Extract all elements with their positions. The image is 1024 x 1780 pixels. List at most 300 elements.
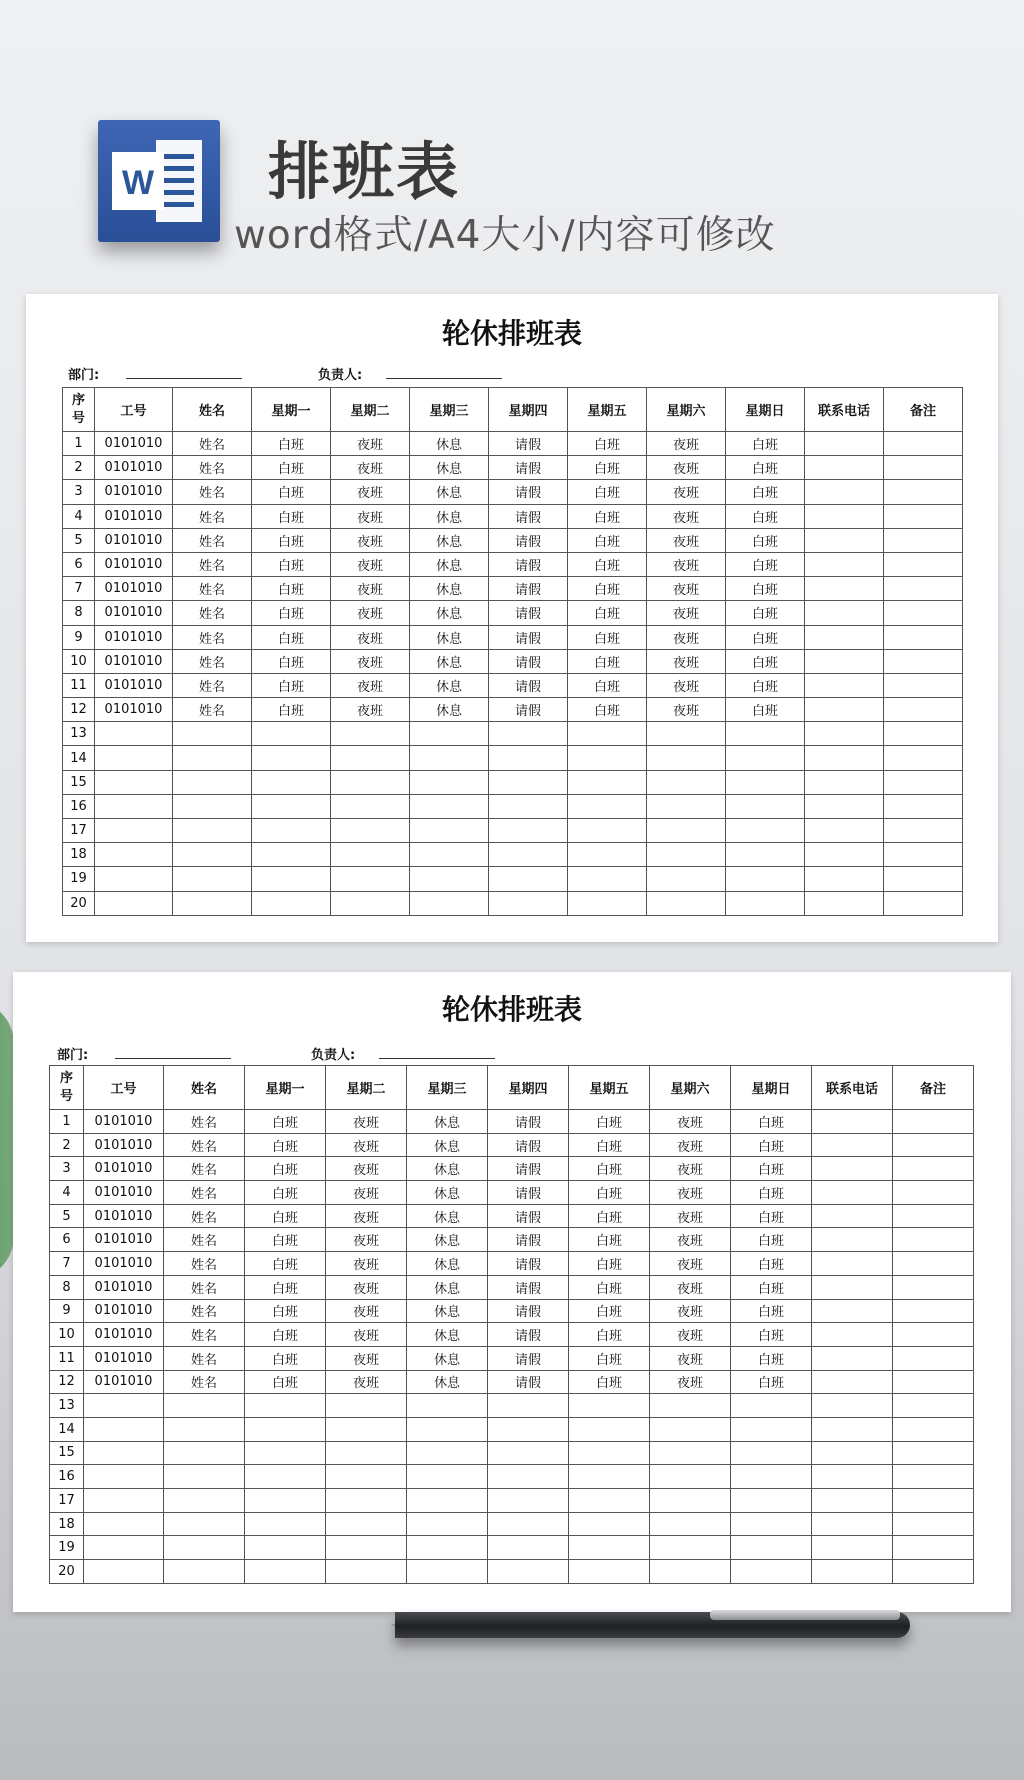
- cell-tue[interactable]: 夜班: [326, 1299, 407, 1323]
- cell-wed[interactable]: [407, 1465, 488, 1489]
- cell-phone[interactable]: [812, 1252, 893, 1276]
- cell-fri[interactable]: 白班: [569, 1346, 650, 1370]
- cell-name[interactable]: 姓名: [173, 552, 252, 576]
- cell-no[interactable]: 7: [50, 1252, 84, 1276]
- cell-tue[interactable]: 夜班: [331, 601, 410, 625]
- cell-wed[interactable]: 休息: [407, 1181, 488, 1205]
- cell-no[interactable]: 10: [63, 649, 95, 673]
- cell-thu[interactable]: 请假: [488, 1110, 569, 1134]
- cell-name[interactable]: [164, 1441, 245, 1465]
- cell-fri[interactable]: 白班: [568, 698, 647, 722]
- cell-wed[interactable]: [410, 746, 489, 770]
- cell-sat[interactable]: [650, 1394, 731, 1418]
- cell-id[interactable]: [84, 1536, 164, 1560]
- cell-tue[interactable]: 夜班: [326, 1181, 407, 1205]
- cell-wed[interactable]: 休息: [410, 504, 489, 528]
- cell-id[interactable]: 0101010: [95, 601, 173, 625]
- cell-sun[interactable]: 白班: [726, 432, 805, 456]
- cell-note[interactable]: [884, 891, 963, 915]
- cell-thu[interactable]: 请假: [489, 601, 568, 625]
- cell-wed[interactable]: [410, 867, 489, 891]
- cell-phone[interactable]: [805, 770, 884, 794]
- cell-phone[interactable]: [812, 1181, 893, 1205]
- cell-mon[interactable]: 白班: [252, 456, 331, 480]
- cell-no[interactable]: 19: [63, 867, 95, 891]
- cell-id[interactable]: 0101010: [84, 1157, 164, 1181]
- cell-no[interactable]: 6: [63, 552, 95, 576]
- cell-no[interactable]: 11: [50, 1346, 84, 1370]
- cell-mon[interactable]: [252, 770, 331, 794]
- cell-phone[interactable]: [805, 456, 884, 480]
- cell-sun[interactable]: 白班: [726, 552, 805, 576]
- cell-sun[interactable]: [731, 1536, 812, 1560]
- cell-sat[interactable]: [647, 794, 726, 818]
- cell-sun[interactable]: 白班: [731, 1228, 812, 1252]
- cell-phone[interactable]: [805, 891, 884, 915]
- cell-tue[interactable]: 夜班: [331, 649, 410, 673]
- cell-note[interactable]: [893, 1133, 974, 1157]
- cell-fri[interactable]: 白班: [568, 456, 647, 480]
- cell-no[interactable]: 13: [50, 1394, 84, 1418]
- cell-id[interactable]: [84, 1441, 164, 1465]
- cell-fri[interactable]: [568, 843, 647, 867]
- cell-mon[interactable]: 白班: [252, 673, 331, 697]
- cell-note[interactable]: [884, 843, 963, 867]
- cell-id[interactable]: 0101010: [95, 480, 173, 504]
- cell-thu[interactable]: 请假: [489, 577, 568, 601]
- cell-phone[interactable]: [805, 504, 884, 528]
- cell-note[interactable]: [884, 432, 963, 456]
- cell-phone[interactable]: [812, 1370, 893, 1394]
- cell-fri[interactable]: 白班: [569, 1275, 650, 1299]
- cell-mon[interactable]: 白班: [245, 1252, 326, 1276]
- cell-fri[interactable]: [569, 1560, 650, 1584]
- cell-sat[interactable]: [647, 819, 726, 843]
- cell-name[interactable]: 姓名: [164, 1346, 245, 1370]
- cell-no[interactable]: 15: [50, 1441, 84, 1465]
- cell-note[interactable]: [884, 819, 963, 843]
- cell-no[interactable]: 18: [50, 1512, 84, 1536]
- cell-phone[interactable]: [812, 1204, 893, 1228]
- cell-id[interactable]: [95, 867, 173, 891]
- cell-wed[interactable]: [410, 770, 489, 794]
- cell-note[interactable]: [884, 480, 963, 504]
- cell-sat[interactable]: 夜班: [647, 480, 726, 504]
- cell-tue[interactable]: 夜班: [331, 698, 410, 722]
- cell-tue[interactable]: 夜班: [331, 504, 410, 528]
- cell-sat[interactable]: 夜班: [650, 1204, 731, 1228]
- cell-sun[interactable]: 白班: [731, 1346, 812, 1370]
- cell-mon[interactable]: [252, 722, 331, 746]
- cell-mon[interactable]: 白班: [245, 1346, 326, 1370]
- cell-id[interactable]: [84, 1560, 164, 1584]
- cell-no[interactable]: 6: [50, 1228, 84, 1252]
- cell-id[interactable]: 0101010: [84, 1370, 164, 1394]
- cell-no[interactable]: 9: [50, 1299, 84, 1323]
- cell-fri[interactable]: 白班: [568, 504, 647, 528]
- cell-sun[interactable]: 白班: [726, 698, 805, 722]
- cell-no[interactable]: 14: [63, 746, 95, 770]
- cell-wed[interactable]: [407, 1489, 488, 1513]
- department-field[interactable]: [115, 1058, 231, 1059]
- cell-no[interactable]: 13: [63, 722, 95, 746]
- cell-name[interactable]: 姓名: [164, 1133, 245, 1157]
- cell-sun[interactable]: [731, 1394, 812, 1418]
- cell-no[interactable]: 16: [63, 794, 95, 818]
- cell-thu[interactable]: [489, 843, 568, 867]
- cell-no[interactable]: 15: [63, 770, 95, 794]
- cell-no[interactable]: 17: [50, 1489, 84, 1513]
- cell-sat[interactable]: [650, 1489, 731, 1513]
- cell-wed[interactable]: 休息: [407, 1299, 488, 1323]
- cell-id[interactable]: 0101010: [84, 1275, 164, 1299]
- cell-phone[interactable]: [805, 552, 884, 576]
- cell-thu[interactable]: 请假: [488, 1275, 569, 1299]
- cell-sun[interactable]: [726, 746, 805, 770]
- cell-phone[interactable]: [812, 1465, 893, 1489]
- cell-sun[interactable]: 白班: [731, 1299, 812, 1323]
- cell-no[interactable]: 3: [63, 480, 95, 504]
- cell-sun[interactable]: 白班: [731, 1275, 812, 1299]
- cell-thu[interactable]: 请假: [489, 552, 568, 576]
- cell-sat[interactable]: 夜班: [647, 432, 726, 456]
- cell-no[interactable]: 2: [50, 1133, 84, 1157]
- cell-sun[interactable]: 白班: [726, 480, 805, 504]
- cell-thu[interactable]: 请假: [489, 649, 568, 673]
- cell-note[interactable]: [884, 649, 963, 673]
- cell-note[interactable]: [884, 456, 963, 480]
- cell-no[interactable]: 12: [63, 698, 95, 722]
- cell-fri[interactable]: 白班: [569, 1370, 650, 1394]
- cell-sat[interactable]: [647, 843, 726, 867]
- cell-tue[interactable]: [331, 819, 410, 843]
- manager-field[interactable]: [379, 1058, 495, 1059]
- cell-id[interactable]: [95, 794, 173, 818]
- cell-note[interactable]: [893, 1489, 974, 1513]
- cell-name[interactable]: 姓名: [164, 1157, 245, 1181]
- cell-mon[interactable]: 白班: [252, 528, 331, 552]
- cell-name[interactable]: 姓名: [173, 698, 252, 722]
- cell-sun[interactable]: 白班: [726, 625, 805, 649]
- cell-wed[interactable]: 休息: [407, 1157, 488, 1181]
- cell-sat[interactable]: 夜班: [650, 1370, 731, 1394]
- cell-mon[interactable]: 白班: [245, 1228, 326, 1252]
- cell-wed[interactable]: 休息: [410, 601, 489, 625]
- cell-no[interactable]: 5: [50, 1204, 84, 1228]
- cell-id[interactable]: 0101010: [84, 1346, 164, 1370]
- cell-mon[interactable]: [252, 746, 331, 770]
- cell-sat[interactable]: [650, 1465, 731, 1489]
- cell-id[interactable]: 0101010: [95, 504, 173, 528]
- cell-fri[interactable]: 白班: [568, 528, 647, 552]
- cell-name[interactable]: 姓名: [173, 649, 252, 673]
- cell-sat[interactable]: [650, 1441, 731, 1465]
- cell-sun[interactable]: 白班: [726, 649, 805, 673]
- cell-phone[interactable]: [805, 698, 884, 722]
- cell-mon[interactable]: 白班: [245, 1299, 326, 1323]
- cell-tue[interactable]: [326, 1417, 407, 1441]
- cell-name[interactable]: [173, 819, 252, 843]
- cell-sat[interactable]: 夜班: [650, 1252, 731, 1276]
- cell-note[interactable]: [884, 794, 963, 818]
- cell-sun[interactable]: [726, 770, 805, 794]
- cell-thu[interactable]: 请假: [489, 456, 568, 480]
- cell-phone[interactable]: [805, 649, 884, 673]
- cell-mon[interactable]: 白班: [252, 552, 331, 576]
- cell-mon[interactable]: 白班: [252, 698, 331, 722]
- cell-note[interactable]: [884, 673, 963, 697]
- cell-thu[interactable]: [488, 1536, 569, 1560]
- cell-id[interactable]: 0101010: [95, 552, 173, 576]
- cell-mon[interactable]: [252, 867, 331, 891]
- cell-no[interactable]: 8: [50, 1275, 84, 1299]
- cell-fri[interactable]: 白班: [568, 625, 647, 649]
- cell-wed[interactable]: 休息: [410, 432, 489, 456]
- cell-tue[interactable]: 夜班: [326, 1133, 407, 1157]
- cell-mon[interactable]: 白班: [245, 1275, 326, 1299]
- cell-fri[interactable]: [569, 1536, 650, 1560]
- cell-no[interactable]: 10: [50, 1323, 84, 1347]
- cell-name[interactable]: [173, 867, 252, 891]
- cell-mon[interactable]: 白班: [245, 1157, 326, 1181]
- cell-tue[interactable]: 夜班: [331, 528, 410, 552]
- cell-thu[interactable]: [489, 891, 568, 915]
- cell-thu[interactable]: 请假: [489, 625, 568, 649]
- cell-phone[interactable]: [812, 1394, 893, 1418]
- cell-sun[interactable]: 白班: [726, 504, 805, 528]
- cell-name[interactable]: 姓名: [164, 1252, 245, 1276]
- cell-phone[interactable]: [812, 1228, 893, 1252]
- cell-thu[interactable]: [489, 746, 568, 770]
- cell-sat[interactable]: 夜班: [650, 1181, 731, 1205]
- cell-note[interactable]: [893, 1299, 974, 1323]
- cell-no[interactable]: 20: [63, 891, 95, 915]
- cell-sat[interactable]: 夜班: [647, 673, 726, 697]
- cell-thu[interactable]: 请假: [488, 1181, 569, 1205]
- cell-tue[interactable]: [326, 1394, 407, 1418]
- cell-sat[interactable]: 夜班: [647, 625, 726, 649]
- cell-id[interactable]: 0101010: [95, 673, 173, 697]
- cell-note[interactable]: [884, 601, 963, 625]
- cell-thu[interactable]: [489, 770, 568, 794]
- cell-id[interactable]: 0101010: [84, 1299, 164, 1323]
- cell-phone[interactable]: [805, 432, 884, 456]
- cell-name[interactable]: [173, 891, 252, 915]
- cell-id[interactable]: 0101010: [95, 698, 173, 722]
- department-field[interactable]: [126, 378, 242, 379]
- cell-name[interactable]: 姓名: [164, 1370, 245, 1394]
- cell-tue[interactable]: 夜班: [326, 1157, 407, 1181]
- cell-fri[interactable]: 白班: [569, 1299, 650, 1323]
- cell-sun[interactable]: 白班: [731, 1204, 812, 1228]
- cell-note[interactable]: [893, 1465, 974, 1489]
- cell-mon[interactable]: 白班: [245, 1110, 326, 1134]
- cell-wed[interactable]: 休息: [407, 1346, 488, 1370]
- cell-no[interactable]: 7: [63, 577, 95, 601]
- cell-thu[interactable]: 请假: [489, 698, 568, 722]
- cell-sat[interactable]: 夜班: [650, 1228, 731, 1252]
- cell-thu[interactable]: [488, 1489, 569, 1513]
- manager-field[interactable]: [386, 378, 502, 379]
- cell-note[interactable]: [884, 867, 963, 891]
- cell-name[interactable]: [173, 722, 252, 746]
- cell-note[interactable]: [893, 1110, 974, 1134]
- cell-name[interactable]: 姓名: [173, 601, 252, 625]
- cell-note[interactable]: [893, 1204, 974, 1228]
- cell-tue[interactable]: 夜班: [326, 1204, 407, 1228]
- cell-phone[interactable]: [805, 601, 884, 625]
- cell-fri[interactable]: 白班: [568, 432, 647, 456]
- cell-mon[interactable]: [252, 891, 331, 915]
- cell-wed[interactable]: 休息: [410, 480, 489, 504]
- cell-sun[interactable]: [726, 891, 805, 915]
- cell-wed[interactable]: [407, 1394, 488, 1418]
- cell-wed[interactable]: 休息: [407, 1275, 488, 1299]
- cell-sun[interactable]: [726, 867, 805, 891]
- cell-fri[interactable]: 白班: [568, 480, 647, 504]
- cell-no[interactable]: 1: [63, 432, 95, 456]
- cell-phone[interactable]: [812, 1512, 893, 1536]
- cell-sat[interactable]: [647, 746, 726, 770]
- cell-mon[interactable]: 白班: [245, 1133, 326, 1157]
- cell-sat[interactable]: 夜班: [647, 577, 726, 601]
- cell-phone[interactable]: [812, 1323, 893, 1347]
- cell-fri[interactable]: 白班: [569, 1228, 650, 1252]
- cell-phone[interactable]: [805, 480, 884, 504]
- cell-mon[interactable]: 白班: [252, 480, 331, 504]
- cell-fri[interactable]: [568, 794, 647, 818]
- cell-sat[interactable]: [650, 1560, 731, 1584]
- cell-name[interactable]: 姓名: [173, 432, 252, 456]
- cell-id[interactable]: 0101010: [84, 1204, 164, 1228]
- cell-sun[interactable]: 白班: [726, 456, 805, 480]
- cell-id[interactable]: 0101010: [95, 625, 173, 649]
- cell-sun[interactable]: [731, 1512, 812, 1536]
- cell-wed[interactable]: [410, 819, 489, 843]
- cell-id[interactable]: 0101010: [95, 577, 173, 601]
- cell-tue[interactable]: 夜班: [331, 625, 410, 649]
- cell-no[interactable]: 17: [63, 819, 95, 843]
- cell-thu[interactable]: 请假: [488, 1204, 569, 1228]
- cell-tue[interactable]: [331, 722, 410, 746]
- cell-sat[interactable]: 夜班: [647, 552, 726, 576]
- cell-sun[interactable]: [731, 1489, 812, 1513]
- cell-mon[interactable]: 白班: [245, 1181, 326, 1205]
- cell-mon[interactable]: [245, 1489, 326, 1513]
- cell-sat[interactable]: 夜班: [647, 649, 726, 673]
- cell-thu[interactable]: 请假: [489, 504, 568, 528]
- cell-id[interactable]: [95, 819, 173, 843]
- cell-tue[interactable]: [331, 891, 410, 915]
- cell-thu[interactable]: 请假: [489, 528, 568, 552]
- cell-fri[interactable]: 白班: [569, 1181, 650, 1205]
- cell-mon[interactable]: [252, 819, 331, 843]
- cell-tue[interactable]: 夜班: [326, 1275, 407, 1299]
- cell-note[interactable]: [884, 625, 963, 649]
- cell-tue[interactable]: [326, 1536, 407, 1560]
- cell-wed[interactable]: [407, 1441, 488, 1465]
- cell-name[interactable]: [164, 1417, 245, 1441]
- cell-wed[interactable]: 休息: [407, 1323, 488, 1347]
- cell-sat[interactable]: 夜班: [650, 1346, 731, 1370]
- cell-fri[interactable]: 白班: [568, 601, 647, 625]
- cell-name[interactable]: [173, 746, 252, 770]
- cell-note[interactable]: [884, 770, 963, 794]
- cell-thu[interactable]: 请假: [488, 1157, 569, 1181]
- cell-sun[interactable]: [731, 1441, 812, 1465]
- cell-fri[interactable]: 白班: [569, 1157, 650, 1181]
- cell-sun[interactable]: [726, 819, 805, 843]
- cell-wed[interactable]: [407, 1512, 488, 1536]
- cell-wed[interactable]: 休息: [410, 552, 489, 576]
- cell-wed[interactable]: [410, 722, 489, 746]
- cell-no[interactable]: 18: [63, 843, 95, 867]
- cell-sat[interactable]: [647, 722, 726, 746]
- cell-sat[interactable]: 夜班: [650, 1299, 731, 1323]
- cell-fri[interactable]: [568, 770, 647, 794]
- cell-thu[interactable]: 请假: [489, 480, 568, 504]
- cell-fri[interactable]: 白班: [569, 1323, 650, 1347]
- cell-sun[interactable]: [726, 843, 805, 867]
- cell-wed[interactable]: 休息: [410, 528, 489, 552]
- cell-tue[interactable]: 夜班: [326, 1252, 407, 1276]
- cell-id[interactable]: 0101010: [84, 1323, 164, 1347]
- cell-note[interactable]: [893, 1512, 974, 1536]
- cell-note[interactable]: [893, 1417, 974, 1441]
- cell-wed[interactable]: 休息: [410, 625, 489, 649]
- cell-no[interactable]: 8: [63, 601, 95, 625]
- cell-mon[interactable]: [245, 1512, 326, 1536]
- cell-note[interactable]: [893, 1228, 974, 1252]
- cell-fri[interactable]: [568, 819, 647, 843]
- cell-note[interactable]: [893, 1441, 974, 1465]
- cell-note[interactable]: [884, 746, 963, 770]
- cell-sat[interactable]: [650, 1536, 731, 1560]
- cell-note[interactable]: [893, 1252, 974, 1276]
- cell-no[interactable]: 20: [50, 1560, 84, 1584]
- cell-mon[interactable]: 白班: [252, 504, 331, 528]
- cell-sat[interactable]: [650, 1417, 731, 1441]
- cell-tue[interactable]: 夜班: [331, 673, 410, 697]
- cell-fri[interactable]: [569, 1441, 650, 1465]
- cell-tue[interactable]: [326, 1489, 407, 1513]
- cell-phone[interactable]: [812, 1417, 893, 1441]
- cell-wed[interactable]: 休息: [410, 698, 489, 722]
- cell-thu[interactable]: 请假: [488, 1252, 569, 1276]
- cell-sun[interactable]: 白班: [731, 1181, 812, 1205]
- cell-id[interactable]: [95, 746, 173, 770]
- cell-thu[interactable]: 请假: [489, 673, 568, 697]
- cell-thu[interactable]: [488, 1512, 569, 1536]
- cell-note[interactable]: [884, 504, 963, 528]
- cell-no[interactable]: 12: [50, 1370, 84, 1394]
- cell-thu[interactable]: [488, 1465, 569, 1489]
- cell-wed[interactable]: [407, 1536, 488, 1560]
- cell-thu[interactable]: 请假: [488, 1299, 569, 1323]
- cell-sun[interactable]: 白班: [731, 1370, 812, 1394]
- cell-phone[interactable]: [805, 528, 884, 552]
- cell-thu[interactable]: [488, 1441, 569, 1465]
- cell-sun[interactable]: 白班: [731, 1323, 812, 1347]
- cell-thu[interactable]: 请假: [488, 1228, 569, 1252]
- cell-tue[interactable]: 夜班: [331, 552, 410, 576]
- cell-mon[interactable]: [245, 1536, 326, 1560]
- cell-fri[interactable]: 白班: [568, 552, 647, 576]
- cell-id[interactable]: 0101010: [84, 1133, 164, 1157]
- cell-wed[interactable]: 休息: [410, 456, 489, 480]
- cell-sat[interactable]: 夜班: [647, 601, 726, 625]
- cell-note[interactable]: [893, 1323, 974, 1347]
